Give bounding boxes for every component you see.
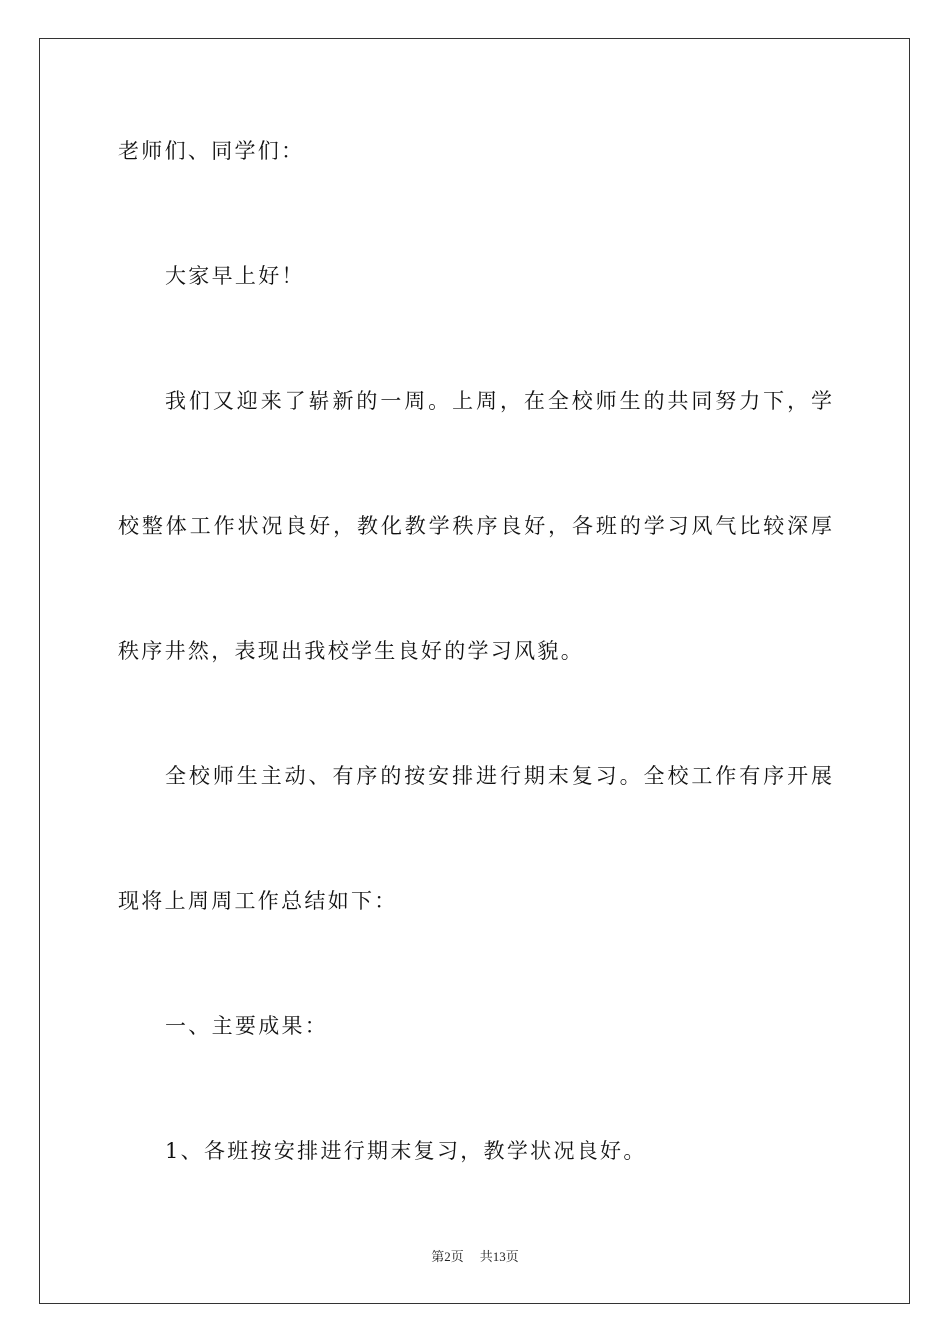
body-line-1: 我们又迎来了崭新的一周。上周，在全校师生的共同努力下，学 xyxy=(165,389,832,413)
list-item-1: 1、各班按安排进行期末复习，教学状况良好。 xyxy=(165,1139,647,1163)
body-line-5: 现将上周周工作总结如下： xyxy=(118,889,398,913)
salutation-line: 老师们、同学们： xyxy=(118,139,305,163)
page-number-current: 第2页 xyxy=(431,1249,464,1264)
body-line-3: 秩序井然，表现出我校学生良好的学习风貌。 xyxy=(118,639,584,663)
body-line-4: 全校师生主动、有序的按安排进行期末复习。全校工作有序开展 xyxy=(165,764,832,788)
body-line-2: 校整体工作状况良好，教化教学秩序良好，各班的学习风气比较深厚 xyxy=(118,514,832,538)
page-footer xyxy=(0,1248,950,1266)
page-border xyxy=(39,38,910,1304)
section-heading: 一、主要成果： xyxy=(165,1014,329,1038)
greeting-line: 大家早上好！ xyxy=(165,264,305,288)
page-number-total: 共13页 xyxy=(479,1249,519,1264)
